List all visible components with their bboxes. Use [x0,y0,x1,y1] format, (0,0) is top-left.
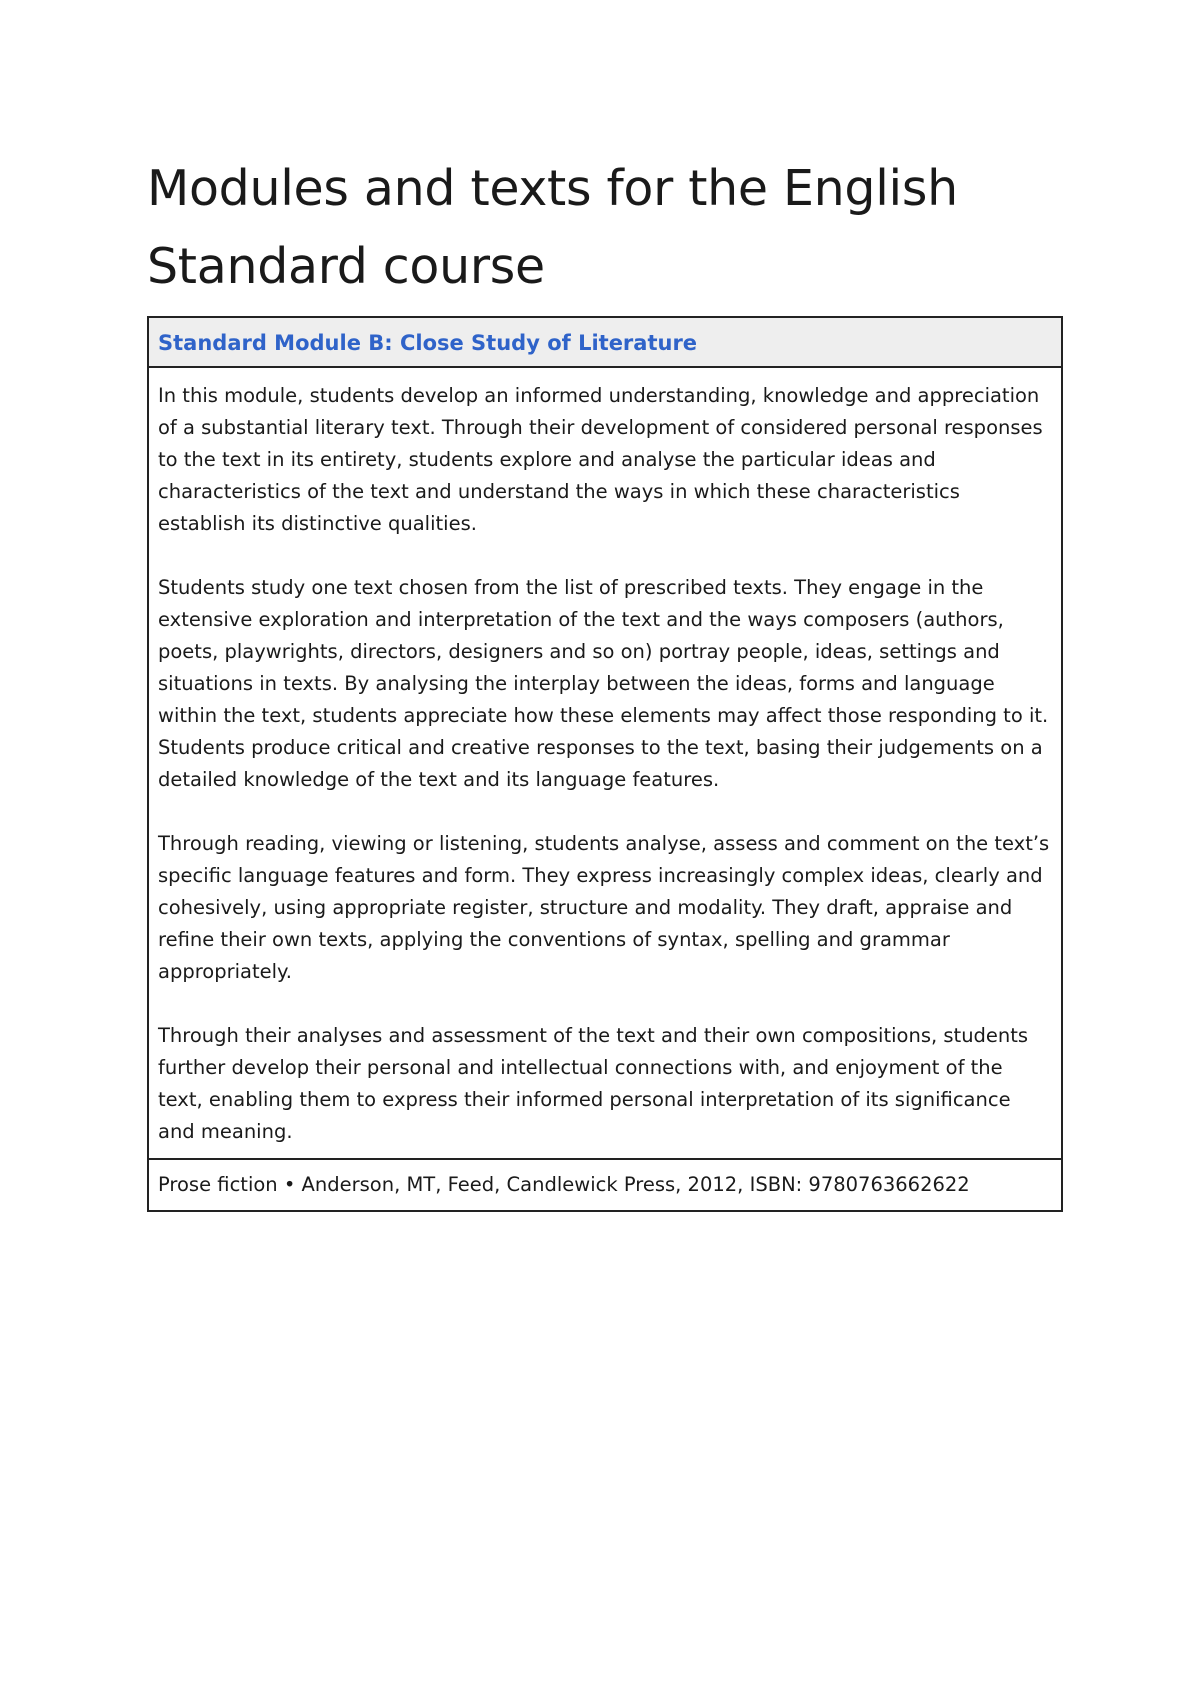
description-paragraph: Through their analyses and assessment of the text and their own compositions, students further develop their personal and intellectual connections with, and enjoyment of the text, enabling them to express their informed personal interpretation of its significance and meaning. [158,1024,1029,1143]
description-paragraph: Through reading, viewing or listening, students analyse, assess and comment on the text’s specific language features and form. They express increasingly complex ideas, clearly and cohesively, using appropriate register, structure and modality. They draft, appraise and refine their own texts, applying the conventions of syntax, spelling and grammar appropriately. [158,832,1050,983]
document-page [147,150,1063,1212]
module-description [149,368,1061,1158]
prescribed-text: Prose fiction • Anderson, MT, Feed, Candlewick Press, 2012, ISBN: 9780763662622 [149,1158,1061,1210]
module-table [147,316,1063,1212]
description-paragraph: Students study one text chosen from the list of prescribed texts. They engage in the extensive exploration and interpretation of the text and the ways composers (authors, poets, playwrights, directors, designers and so on) portray people, ideas, settings and situations in texts. By analysing the interplay between the ideas, forms and language within the text, students appreciate how these elements may affect those responding to it. Students produce critical and creative responses to the text, basing their judgements on a detailed knowledge of the text and its language features. [158,576,1049,791]
page-title: Modules and texts for the English Standard course [147,160,958,295]
module-heading: Standard Module B: Close Study of Literature [149,318,1061,368]
description-paragraph: In this module, students develop an informed understanding, knowledge and appreciation of a substantial literary text. Through their development of considered personal responses to the text in its entirety, students explore and analyse the particular ideas and characteristics of the text and understand the ways in which these characteristics establish its distinctive qualities. [158,384,1043,535]
